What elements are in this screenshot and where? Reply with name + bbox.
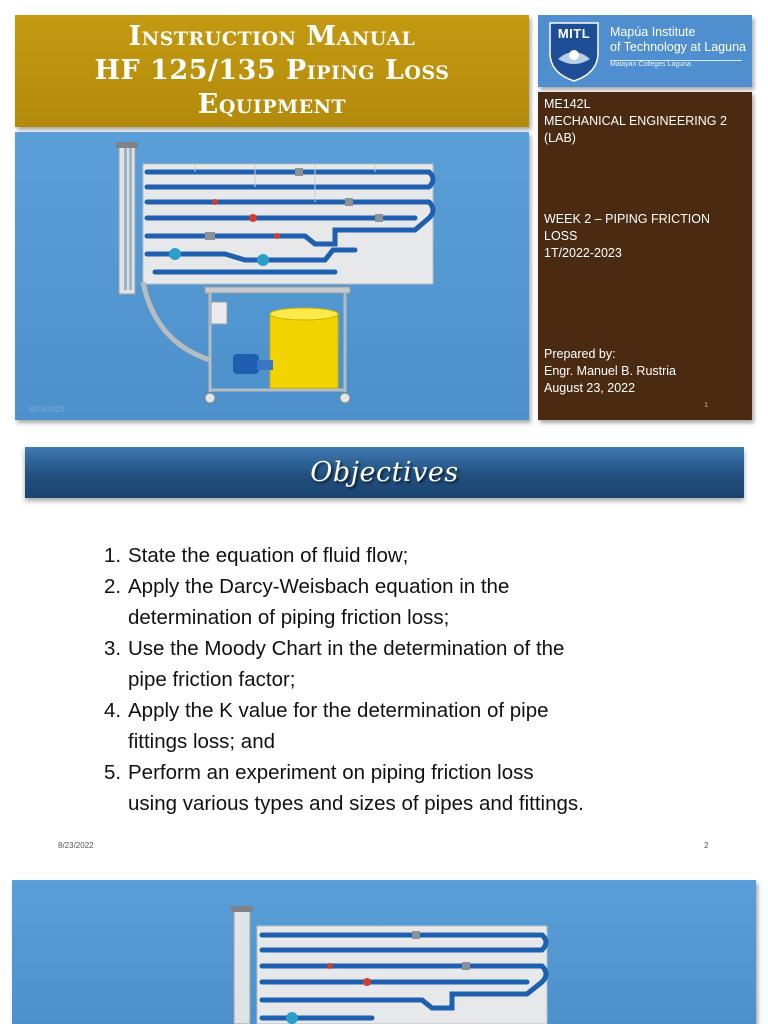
- equipment-photo: [15, 132, 529, 420]
- objective-number: 5.: [104, 761, 122, 784]
- objective-line: using various types and sizes of pipes and fittings.: [128, 792, 584, 815]
- photo-date: 8/23/2022: [29, 405, 65, 414]
- objectives-list: [104, 540, 724, 819]
- objective-line: Perform an experiment on piping friction loss: [128, 761, 534, 784]
- prepared-label: Prepared by:: [544, 347, 616, 361]
- objective-line: State the equation of fluid flow;: [128, 544, 409, 567]
- term: 1T/2022-2023: [544, 246, 622, 260]
- title-line-3: Equipment: [197, 89, 347, 120]
- objective-text: [128, 571, 724, 633]
- course-block: [544, 96, 744, 147]
- course-name: MECHANICAL ENGINEERING 2: [544, 114, 727, 128]
- logo-line-3: Malayan Colleges Laguna: [610, 61, 691, 68]
- week-line-2: LOSS: [544, 229, 578, 243]
- objective-number: 3.: [104, 637, 122, 660]
- logo-text: [610, 25, 746, 72]
- prepared-date: August 23, 2022: [544, 381, 636, 395]
- slide-1: [0, 0, 768, 430]
- objective-item: [104, 633, 724, 695]
- objective-item: [104, 757, 724, 819]
- objective-item: [104, 540, 724, 571]
- objective-text: [128, 695, 724, 757]
- institute-logo-banner: [538, 15, 752, 87]
- objectives-banner: [25, 447, 744, 498]
- objective-number: 4.: [104, 699, 122, 722]
- course-info-panel: [538, 92, 752, 420]
- title-line-1: Instruction Manual: [128, 21, 416, 52]
- slide-3-equipment-photo: [12, 880, 756, 1024]
- logo-line-2: of Technology at Laguna: [610, 40, 746, 54]
- objective-line: determination of piping friction loss;: [128, 606, 450, 629]
- objective-number: 1.: [104, 544, 122, 567]
- objective-line: Apply the K value for the determination of pipe: [128, 699, 549, 722]
- objective-text: [128, 540, 724, 571]
- slide-2-page-number: 2: [704, 841, 709, 850]
- prepared-name: Engr. Manuel B. Rustria: [544, 364, 677, 378]
- objective-number: 2.: [104, 575, 122, 598]
- objective-line: Use the Moody Chart in the determination of the: [128, 637, 565, 660]
- week-line-1: WEEK 2 – PIPING FRICTION: [544, 212, 710, 226]
- course-code: ME142L: [544, 97, 591, 111]
- slide-title: [15, 15, 529, 127]
- piping-apparatus-illustration: [15, 132, 529, 420]
- title-line-2: HF 125/135 Piping Loss: [94, 55, 450, 86]
- course-type: (LAB): [544, 131, 576, 145]
- prepared-block: [544, 346, 744, 397]
- objective-item: [104, 571, 724, 633]
- week-block: [544, 211, 744, 262]
- objective-text: [128, 633, 724, 695]
- objective-line: pipe friction factor;: [128, 668, 296, 691]
- logo-divider: [610, 60, 742, 61]
- slide-1-page-number: 1: [704, 402, 708, 409]
- slide-2-date: 8/23/2022: [58, 841, 94, 850]
- objective-line: fittings loss; and: [128, 730, 275, 753]
- objective-text: [128, 757, 724, 819]
- logo-mark-text: MITL: [557, 26, 591, 41]
- objectives-heading: Objectives: [310, 457, 459, 488]
- logo-line-1: Mapúa Institute: [610, 25, 696, 39]
- piping-apparatus-illustration: [12, 880, 756, 1024]
- objective-item: [104, 695, 724, 757]
- objective-line: Apply the Darcy-Weisbach equation in the: [128, 575, 510, 598]
